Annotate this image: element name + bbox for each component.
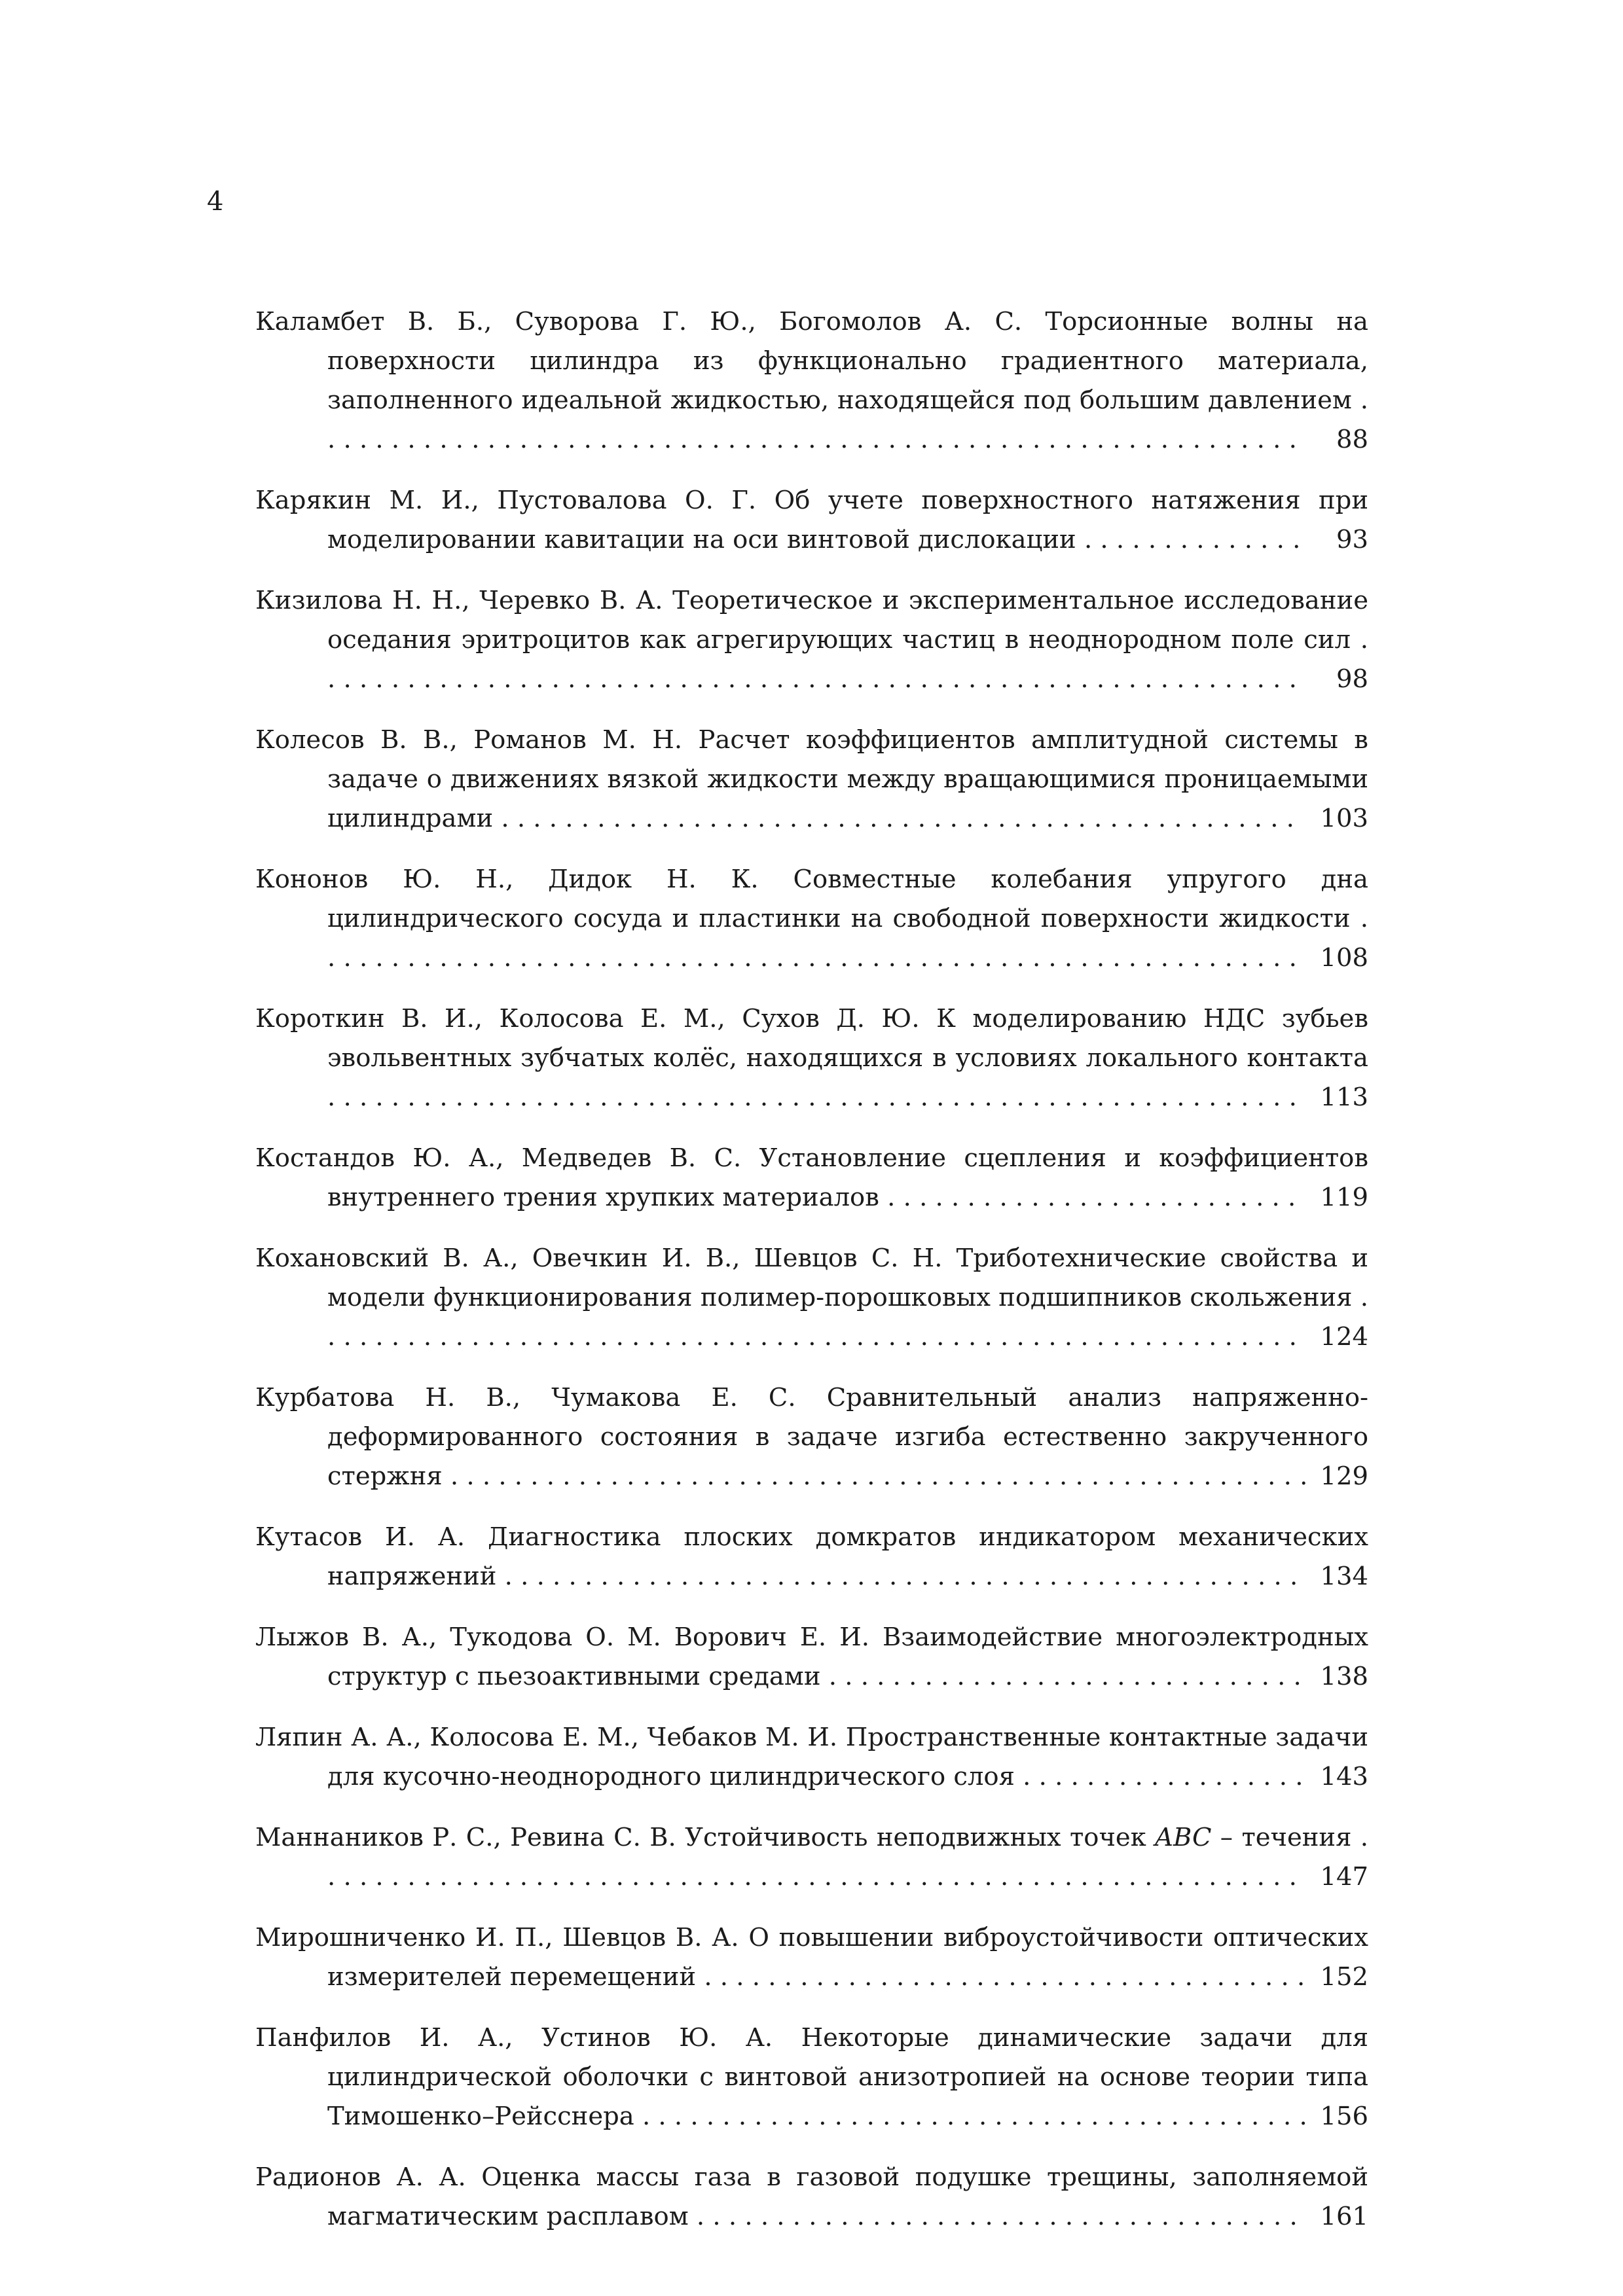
dot-leader: . . . . . . . . . . . . . . . . . . . . . . . . . . . . . . . . . . . . . . . . . . . . . . . . . . . . . . . . . . . . . . xyxy=(327,1823,1368,1892)
entry-text xyxy=(255,1244,1368,1312)
entry-title: Об учете поверхностного натяжения при моделировании кавитации на оси винтовой дислокации xyxy=(327,486,1368,554)
dot-leader: . . . . . . . . . . . . . . . . . . . . . . . . . . . . . . . . . . . . . . . . . . . . . . . . . . . . . . . . . . . . . . xyxy=(327,1283,1368,1352)
entry-text xyxy=(255,586,1368,655)
entry-title: Сравнительный анализ напряженно-деформированного состояния в задаче изгиба естественно закрученного стержня xyxy=(327,1383,1369,1491)
dot-leader: . . . . . . . . . . . . . . . . . . xyxy=(1014,1762,1304,1791)
dot-leader: . . . . . . . . . . . . . . . . . . . . . . . . . . . . . . . . . . . . . . . . . . . . . . . . . . . . . . . . . . . . . . xyxy=(327,386,1369,454)
toc-entry xyxy=(255,1718,1368,1797)
entry-page-number: 98 xyxy=(1336,664,1368,694)
dot-leader: . . . . . . . . . . . . . . . . . . . . . . . . . . . . . . xyxy=(820,1662,1302,1691)
entry-authors: Короткин В. И., Колосова Е. М., Сухов Д. Ю. xyxy=(255,1004,937,1033)
entry-page-number: 103 xyxy=(1320,804,1368,833)
entry-page-number: 93 xyxy=(1336,525,1368,554)
entry-title: Пространственные контактные задачи для кусочно-неоднородного цилиндрического слоя xyxy=(327,1723,1369,1791)
entry-authors: Кононов Ю. Н., Дидок Н. К. xyxy=(255,865,793,894)
entry-page-number: 129 xyxy=(1320,1462,1368,1491)
toc-entry xyxy=(255,2018,1368,2136)
entry-title: Установление сцепления и коэффициентов внутреннего трения хрупких материалов xyxy=(327,1143,1368,1212)
toc-entry xyxy=(255,1618,1368,1696)
entry-title: Устойчивость неподвижных точек ABC – течения xyxy=(685,1823,1352,1852)
toc-entry xyxy=(255,1139,1368,1217)
entry-title: К моделированию НДС зубьев эвольвентных зубчатых колёс, находящихся в условиях локального контакта xyxy=(327,1004,1368,1073)
entry-title: Триботехнические свойства и модели функционирования полимер-порошковых подшипников скольжения xyxy=(327,1244,1368,1312)
entry-page-number: 88 xyxy=(1336,425,1368,454)
dot-leader: . . . . . . . . . . . . . . . . . . . . . . . . . . . . . . . . . . . . . . xyxy=(696,1962,1305,1992)
entry-authors: Кохановский В. А., Овечкин И. В., Шевцов С. Н. xyxy=(255,1244,957,1273)
entry-title: Теоретическое и экспериментальное исследование оседания эритроцитов как агрегирующих частиц в неоднородном поле сил xyxy=(327,586,1368,655)
entry-text xyxy=(255,1004,1368,1073)
toc-entry xyxy=(255,860,1368,978)
dot-leader: . . . . . . . . . . . . . . . . . . . . . . . . . . . . . . . . . . . . . . xyxy=(688,2202,1298,2231)
toc-entry xyxy=(255,721,1368,838)
toc-entry xyxy=(255,1918,1368,1997)
dot-leader: . . . . . . . . . . . . . . . . . . . . . . . . . . . . . . . . . . . . . . . . . . . . . . . . . . . . . . xyxy=(442,1462,1308,1491)
dot-leader: . . . . . . . . . . . . . . xyxy=(1076,525,1301,554)
entry-page-number: 134 xyxy=(1320,1562,1368,1591)
dot-leader: . . . . . . . . . . . . . . . . . . . . . . . . . . . . . . . . . . . . . . . . . . . . . . . . . . xyxy=(496,1562,1298,1591)
entry-page-number: 156 xyxy=(1320,2102,1368,2131)
entry-title: Совместные колебания упругого дна цилиндрического сосуда и пластинки на свободной поверхности жидкости xyxy=(327,865,1369,933)
toc-entry xyxy=(255,999,1368,1117)
dot-leader: . . . . . . . . . . . . . . . . . . . . . . . . . . . . . . . . . . . . . . . . . . . . . . . . . . . . . . . . . . . . . . xyxy=(327,904,1368,973)
entry-authors: Мирошниченко И. П., Шевцов В. А. xyxy=(255,1923,749,1952)
entry-page-number: 124 xyxy=(1320,1322,1368,1352)
toc-entry xyxy=(255,302,1368,459)
entry-title: Взаимодействие многоэлектродных структур с пьезоактивными средами xyxy=(327,1623,1368,1691)
toc-entry xyxy=(255,1378,1368,1496)
entry-authors: Лыжов В. А., Тукодова О. М. Ворович Е. И. xyxy=(255,1623,883,1652)
entry-title: Торсионные волны на поверхности цилиндра из функционально градиентного материала, заполненного идеальной жидкостью, находящейся под большим давлением xyxy=(327,307,1368,415)
entry-text xyxy=(255,865,1368,933)
entry-page-number: 147 xyxy=(1320,1862,1368,1892)
entry-title: Расчет коэффициентов амплитудной системы в задаче о движениях вязкой жидкости между вращающимися проницаемыми цилиндрами xyxy=(327,725,1368,833)
dot-leader: . . . . . . . . . . . . . . . . . . . . . . . . . . . . . . . . . . . . . . . . . . . . . . . . . . . . . . . . . . . . . . xyxy=(327,625,1368,694)
entry-authors: Маннаников Р. С., Ревина С. В. xyxy=(255,1823,685,1852)
entry-authors: Радионов А. А. xyxy=(255,2162,482,2192)
entry-authors: Колесов В. В., Романов М. Н. xyxy=(255,725,699,755)
toc-entry xyxy=(255,1818,1368,1897)
entry-authors: Курбатова Н. В., Чумакова Е. С. xyxy=(255,1383,827,1412)
entry-authors: Кизилова Н. Н., Черевко В. А. xyxy=(255,586,673,615)
dot-leader: . . . . . . . . . . . . . . . . . . . . . . . . . . xyxy=(879,1183,1296,1212)
dot-leader: . . . . . . . . . . . . . . . . . . . . . . . . . . . . . . . . . . . . . . . . . . xyxy=(634,2102,1307,2131)
entry-title: Диагностика плоских домкратов индикатором механических напряжений xyxy=(327,1522,1368,1591)
dot-leader: . . . . . . . . . . . . . . . . . . . . . . . . . . . . . . . . . . . . . . . . . . . . . . . . . . xyxy=(493,804,1294,833)
entry-authors: Карякин М. И., Пустовалова О. Г. xyxy=(255,486,775,515)
toc-list xyxy=(255,302,1368,2236)
entry-page-number: 113 xyxy=(1320,1083,1368,1112)
page-number-folio: 4 xyxy=(207,187,224,217)
dot-leader: . . . . . . . . . . . . . . . . . . . . . . . . . . . . . . . . . . . . . . . . . . . . . . . . . . . . . . . . . . . . . xyxy=(327,1083,1297,1112)
entry-authors: Ляпин А. А., Колосова Е. М., Чебаков М. И. xyxy=(255,1723,846,1752)
entry-page-number: 152 xyxy=(1320,1962,1368,1992)
entry-page-number: 143 xyxy=(1320,1762,1368,1791)
entry-page-number: 108 xyxy=(1320,943,1368,973)
entry-page-number: 161 xyxy=(1320,2202,1368,2231)
entry-title: Некоторые динамические задачи для цилиндрической оболочки с винтовой анизотропией на основе теории типа Тимошенко–Рейсснера xyxy=(327,2023,1368,2131)
entry-text xyxy=(255,1823,1351,1852)
entry-title: О повышении виброустойчивости оптических измерителей перемещений xyxy=(327,1923,1368,1992)
entry-page-number: 138 xyxy=(1320,1662,1368,1691)
toc-entry xyxy=(255,2158,1368,2236)
toc-entry xyxy=(255,581,1368,699)
entry-page-number: 119 xyxy=(1320,1183,1368,1212)
entry-title: Оценка массы газа в газовой подушке трещины, заполняемой магматическим расплавом xyxy=(327,2162,1369,2231)
toc-entry xyxy=(255,481,1368,560)
entry-authors: Костандов Ю. А., Медведев В. С. xyxy=(255,1143,759,1173)
entry-text xyxy=(255,307,1368,415)
toc-entry xyxy=(255,1518,1368,1596)
entry-authors: Кутасов И. А. xyxy=(255,1522,488,1552)
toc-entry xyxy=(255,1239,1368,1357)
entry-authors: Панфилов И. А., Устинов Ю. А. xyxy=(255,2023,801,2053)
entry-authors: Каламбет В. Б., Суворова Г. Ю., Богомолов А. С. xyxy=(255,307,1046,336)
